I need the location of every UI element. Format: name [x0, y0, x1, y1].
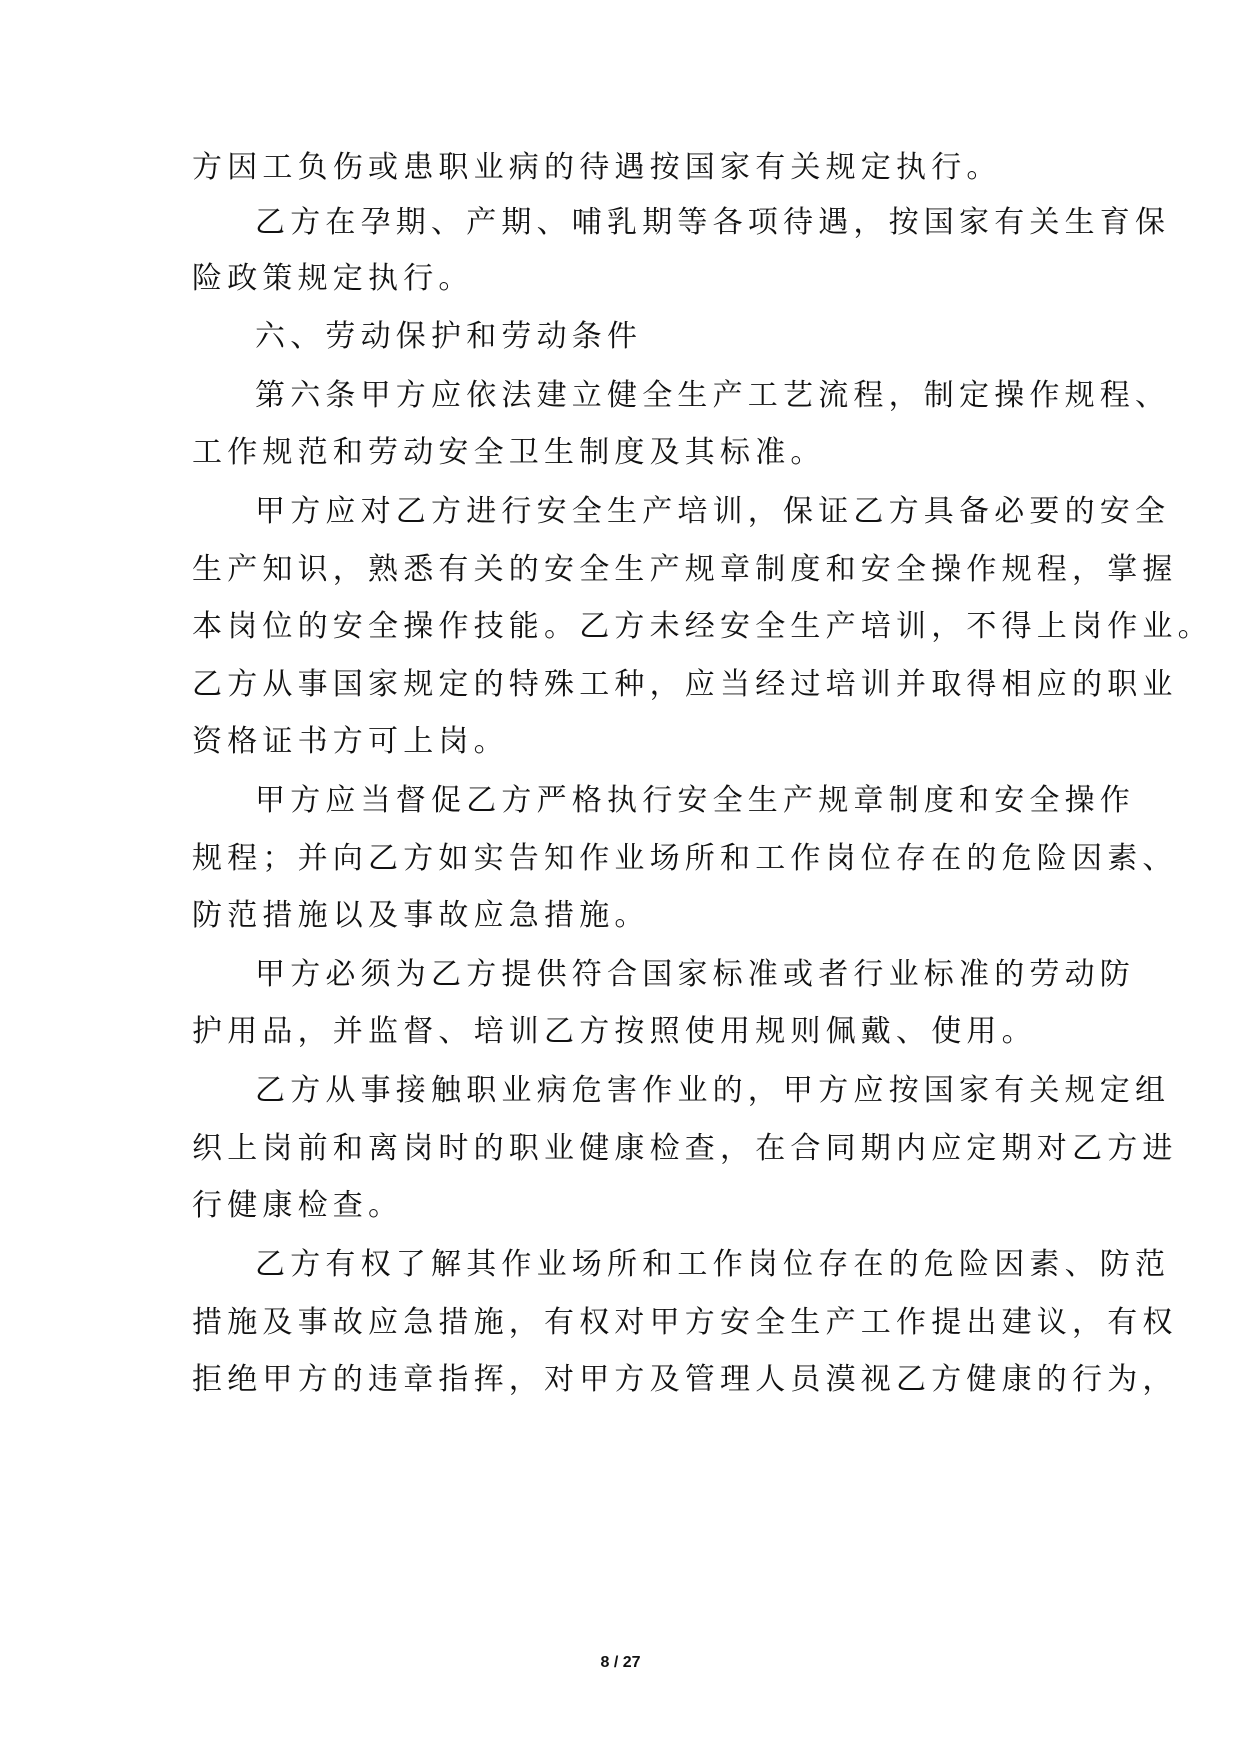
text-line: 行健康检查。	[192, 1188, 404, 1223]
text-line: 本岗位的安全操作技能。乙方未经安全生产培训，不得上岗作业。	[192, 609, 1213, 644]
text-line: 资格证书方可上岗。	[192, 724, 509, 759]
text-line: 乙方在孕期、产期、哺乳期等各项待遇，按国家有关生育保	[255, 205, 1171, 240]
text-line: 措施及事故应急措施，有权对甲方安全生产工作提出建议，有权	[192, 1305, 1178, 1340]
text-line: 险政策规定执行。	[192, 261, 474, 296]
text-line: 工作规范和劳动安全卫生制度及其标准。	[192, 435, 826, 470]
text-line: 甲方应当督促乙方严格执行安全生产规章制度和安全操作	[255, 783, 1135, 818]
text-line: 甲方应对乙方进行安全生产培训，保证乙方具备必要的安全	[255, 494, 1171, 529]
text-line: 织上岗前和离岗时的职业健康检查，在合同期内应定期对乙方进	[192, 1131, 1178, 1166]
text-line: 防范措施以及事故应急措施。	[192, 898, 650, 933]
text-line: 护用品，并监督、培训乙方按照使用规则佩戴、使用。	[192, 1014, 1037, 1049]
text-line: 甲方必须为乙方提供符合国家标准或者行业标准的劳动防	[255, 957, 1135, 992]
text-line: 规程；并向乙方如实告知作业场所和工作岗位存在的危险因素、	[192, 841, 1178, 876]
text-line: 生产知识，熟悉有关的安全生产规章制度和安全操作规程，掌握	[192, 552, 1178, 587]
page-number: 8 / 27	[600, 1654, 641, 1671]
section-heading: 六、劳动保护和劳动条件	[255, 319, 643, 354]
text-line: 拒绝甲方的违章指挥，对甲方及管理人员漠视乙方健康的行为，	[192, 1362, 1178, 1397]
text-line: 方因工负伤或患职业病的待遇按国家有关规定执行。	[192, 150, 1002, 185]
text-line: 乙方有权了解其作业场所和工作岗位存在的危险因素、防范	[255, 1247, 1171, 1282]
text-line: 乙方从事接触职业病危害作业的，甲方应按国家有关规定组	[255, 1073, 1171, 1108]
text-line: 第六条甲方应依法建立健全生产工艺流程，制定操作规程、	[255, 378, 1171, 413]
text-line: 乙方从事国家规定的特殊工种，应当经过培训并取得相应的职业	[192, 667, 1178, 702]
